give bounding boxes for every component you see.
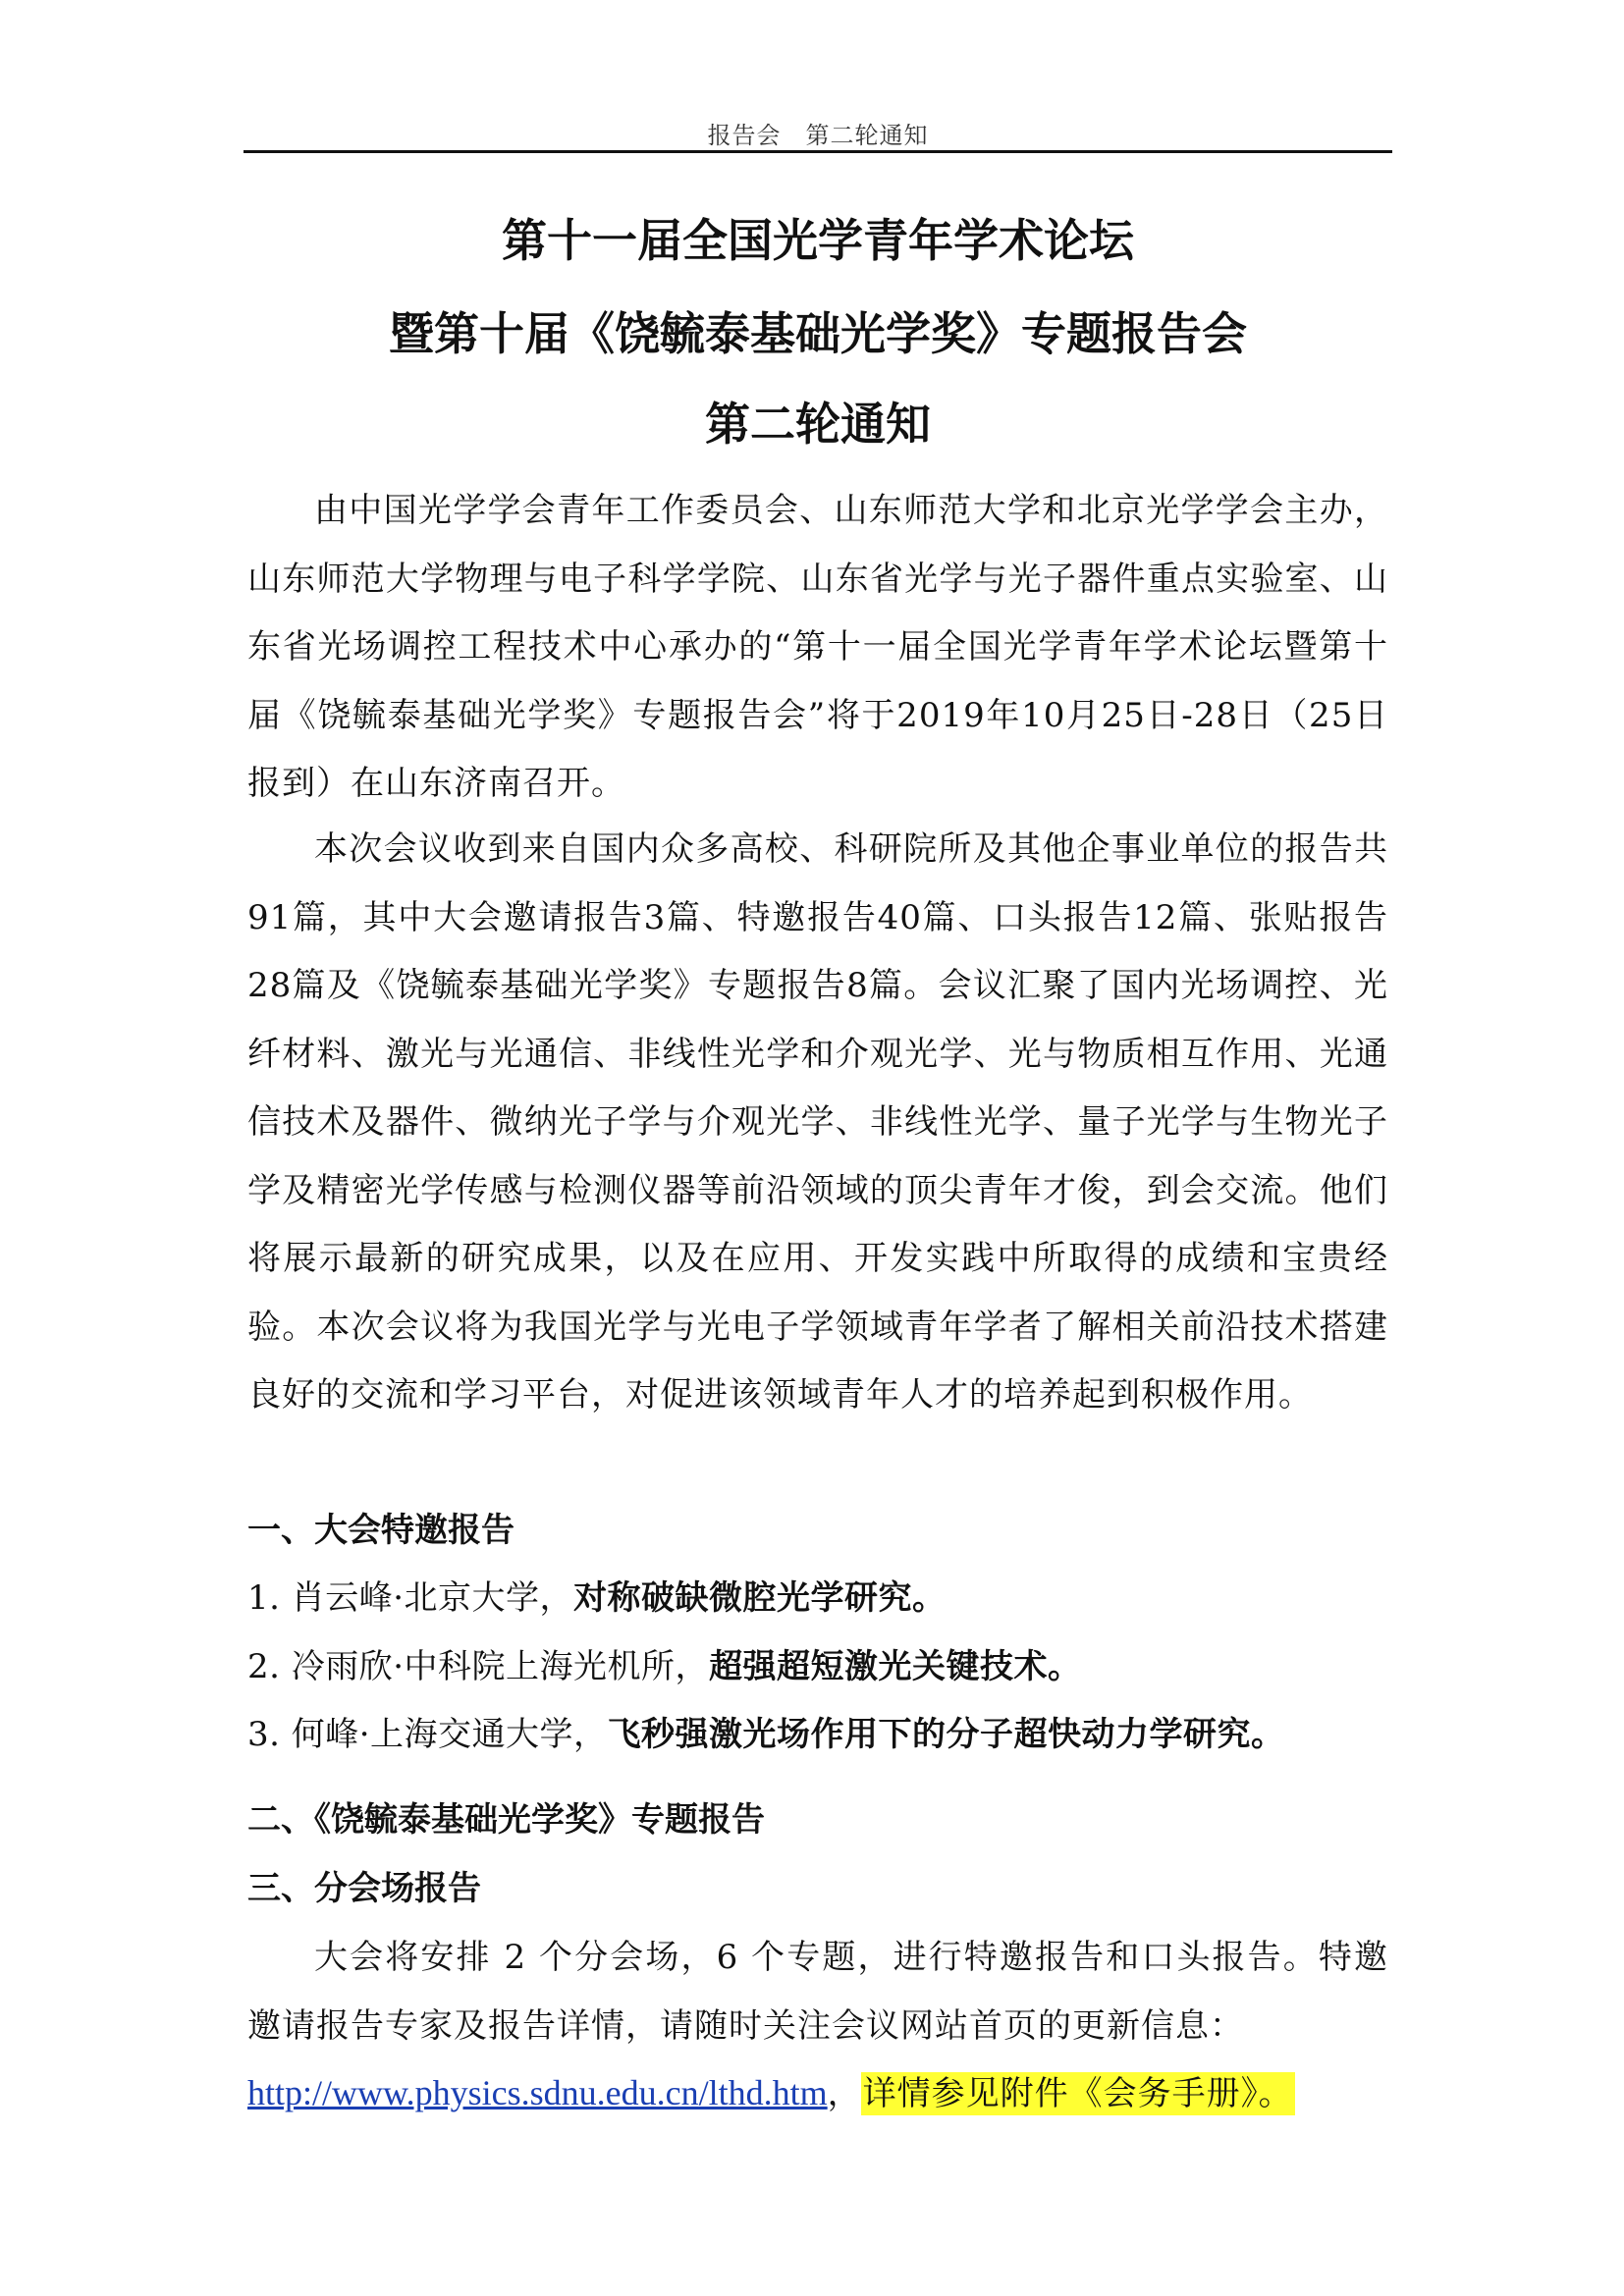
plenary-item (247, 1565, 947, 1633)
plenary-topic: 对称破缺微腔光学研究。 (573, 1578, 947, 1618)
main-title: 第十一届全国光学青年学术论坛 (502, 214, 1134, 267)
plenary-topic: 超强超短激光关键技术。 (709, 1647, 1082, 1686)
intro-block-2 (247, 816, 1388, 1430)
plenary-speaker: 1. 肖云峰·北京大学， (247, 1578, 574, 1618)
plenary-speaker: 2. 冷雨欣·中科院上海光机所， (247, 1647, 710, 1686)
plenary-speaker: 3. 何峰·上海交通大学， (247, 1715, 608, 1754)
notice-title: 第二轮通知 (705, 398, 931, 451)
plenary-item (247, 1701, 1285, 1770)
conference-website-link[interactable]: http://www.physics.sdnu.edu.cn/lthd.htm (247, 2073, 828, 2112)
parallel-paragraph: 大会将安排 2 个分会场，6 个专题，进行特邀报告和口头报告。特邀邀请报告专家及报告详情，请随时关注会议网站首页的更新信息： (247, 1938, 1388, 2046)
intro-paragraph-1: 由中国光学学会青年工作委员会、山东师范大学和北京光学学会主办，山东师范大学物理与电子科学学院、山东省光学与光子器件重点实验室、山东省光场调控工程技术中心承办的“第十一届全国光学青年学术论坛暨第十届《饶毓泰基础光学奖》专题报告会”将于2019年10月25日-28日（25日报到）在山东济南召开。 (247, 491, 1388, 803)
header-rule (244, 150, 1392, 153)
highlighted-note: 详情参见附件《会务手册》。 (862, 2074, 1293, 2113)
link-line (247, 2059, 1295, 2129)
section-heading-award: 二、《饶毓泰基础光学奖》专题报告 (247, 1800, 765, 1840)
intro-block-1 (247, 477, 1388, 819)
section-heading-plenary: 一、大会特邀报告 (247, 1511, 514, 1550)
intro-paragraph-2: 本次会议收到来自国内众多高校、科研院所及其他企事业单位的报告共91篇，其中大会邀请报告3篇、特邀报告40篇、口头报告12篇、张贴报告28篇及《饶毓泰基础光学奖》专题报告8篇。会议汇聚了国内光场调控、光纤材料、激光与光通信、非线性光学和介观光学、光与物质相互作用、光通信技术及器件、微纳光子学与介观光学、非线性光学、量子光学与生物光子学及精密光学传感与检测仪器等前沿领域的顶尖青年才俊，到会交流。他们将展示最新的研究成果，以及在应用、开发实践中所取得的成绩和宝贵经验。本次会议将为我国光学与光电子学领域青年学者了解相关前沿技术搭建良好的交流和学习平台，对促进该领域青年人才的培养起到积极作用。 (247, 829, 1388, 1415)
plenary-topic: 飞秒强激光场作用下的分子超快动力学研究。 (607, 1715, 1285, 1754)
plenary-item (247, 1633, 1082, 1702)
parallel-block (247, 1924, 1388, 2060)
sub-title: 暨第十届《饶毓泰基础光学奖》专题报告会 (389, 307, 1247, 360)
link-separator: ， (827, 2074, 861, 2113)
section-heading-parallel: 三、分会场报告 (247, 1869, 481, 1908)
running-header: 报告会 第二轮通知 (707, 122, 929, 149)
